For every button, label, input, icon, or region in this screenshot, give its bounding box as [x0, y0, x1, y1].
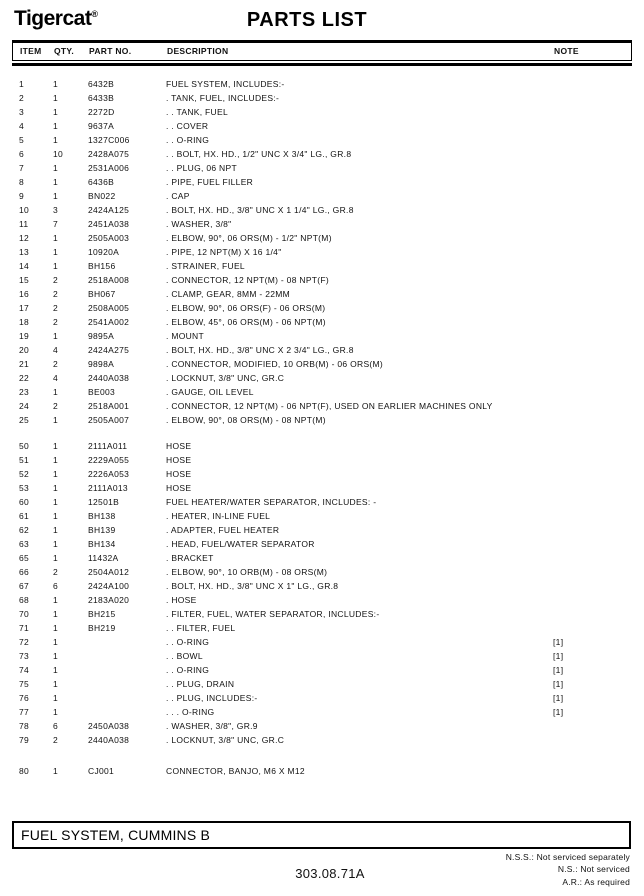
row-item: 9	[19, 191, 25, 201]
table-row-spacer	[0, 747, 644, 764]
row-qty: 4	[53, 345, 59, 355]
table-row	[0, 523, 644, 537]
row-qty: 1	[53, 553, 59, 563]
row-part-no: 2451A038	[88, 219, 130, 229]
brand-logo-text: Tigercat	[14, 7, 92, 30]
row-item: 79	[19, 735, 30, 745]
row-item: 16	[19, 289, 30, 299]
table-row	[0, 467, 644, 481]
row-item: 77	[19, 707, 30, 717]
row-description: . LOCKNUT, 3/8" UNC, GR.C	[166, 373, 285, 383]
row-part-no: 2450A038	[88, 721, 130, 731]
row-description: . LOCKNUT, 3/8" UNC, GR.C	[166, 735, 285, 745]
table-row	[0, 245, 644, 259]
page-title: PARTS LIST	[246, 9, 368, 31]
row-item: 6	[19, 149, 25, 159]
column-header-item: ITEM	[20, 46, 42, 56]
row-qty: 1	[53, 665, 59, 675]
table-row	[0, 579, 644, 593]
table-row	[0, 175, 644, 189]
row-qty: 6	[53, 581, 59, 591]
row-description: HOSE	[166, 441, 192, 451]
column-header-part-no: PART NO.	[89, 46, 132, 56]
table-row	[0, 719, 644, 733]
row-qty: 2	[53, 567, 59, 577]
row-description: . . COVER	[166, 121, 209, 131]
row-item: 66	[19, 567, 30, 577]
row-part-no: 2229A055	[88, 455, 130, 465]
row-part-no: 2518A008	[88, 275, 130, 285]
row-description: . CONNECTOR, MODIFIED, 10 ORB(M) - 06 ORS(M)	[166, 359, 384, 369]
row-qty: 2	[53, 735, 59, 745]
row-description: . BOLT, HX. HD., 3/8" UNC X 2 3/4" LG., GR.8	[166, 345, 354, 355]
table-row	[0, 133, 644, 147]
row-qty: 1	[53, 469, 59, 479]
table-row	[0, 649, 644, 663]
row-qty: 1	[53, 707, 59, 717]
row-description: . MOUNT	[166, 331, 204, 341]
row-part-no: 12501B	[88, 497, 120, 507]
row-item: 73	[19, 651, 30, 661]
row-part-no: 2504A012	[88, 567, 130, 577]
section-title: FUEL SYSTEM, CUMMINS B	[21, 827, 211, 843]
table-row	[0, 551, 644, 565]
table-row	[0, 231, 644, 245]
row-item: 72	[19, 637, 30, 647]
row-description: . . O-RING	[166, 135, 210, 145]
row-description: . . PLUG, 06 NPT	[166, 163, 237, 173]
table-row	[0, 189, 644, 203]
table-row	[0, 91, 644, 105]
row-qty: 1	[53, 233, 59, 243]
row-qty: 1	[53, 511, 59, 521]
row-part-no: BH215	[88, 609, 116, 619]
row-description: . PIPE, FUEL FILLER	[166, 177, 254, 187]
row-description: . CLAMP, GEAR, 8MM - 22MM	[166, 289, 291, 299]
row-description: . FILTER, FUEL, WATER SEPARATOR, INCLUDES:-	[166, 609, 380, 619]
column-header-qty: QTY.	[54, 46, 75, 56]
table-row	[0, 495, 644, 509]
table-row	[0, 733, 644, 747]
row-description: . ELBOW, 90°, 06 ORS(F) - 06 ORS(M)	[166, 303, 326, 313]
row-item: 23	[19, 387, 30, 397]
table-row	[0, 439, 644, 453]
table-row	[0, 635, 644, 649]
table-row	[0, 301, 644, 315]
row-qty: 1	[53, 93, 59, 103]
row-qty: 1	[53, 637, 59, 647]
table-row	[0, 565, 644, 579]
table-row	[0, 343, 644, 357]
row-item: 60	[19, 497, 30, 507]
row-description: . ELBOW, 90°, 10 ORB(M) - 08 ORS(M)	[166, 567, 328, 577]
table-row	[0, 607, 644, 621]
row-item: 75	[19, 679, 30, 689]
row-qty: 1	[53, 79, 59, 89]
table-row	[0, 119, 644, 133]
registered-trademark-symbol: ®	[91, 9, 98, 19]
table-row	[0, 161, 644, 175]
row-note: [1]	[553, 665, 564, 675]
row-qty: 2	[53, 359, 59, 369]
table-row	[0, 691, 644, 705]
table-row	[0, 413, 644, 427]
row-description: . . PLUG, INCLUDES:-	[166, 693, 258, 703]
row-item: 21	[19, 359, 30, 369]
row-qty: 1	[53, 595, 59, 605]
row-item: 25	[19, 415, 30, 425]
row-part-no: BH156	[88, 261, 116, 271]
row-item: 5	[19, 135, 25, 145]
row-qty: 10	[53, 149, 64, 159]
row-description: HOSE	[166, 455, 192, 465]
row-description: . ELBOW, 90°, 06 ORS(M) - 1/2" NPT(M)	[166, 233, 332, 243]
row-item: 8	[19, 177, 25, 187]
row-item: 78	[19, 721, 30, 731]
row-description: FUEL SYSTEM, INCLUDES:-	[166, 79, 285, 89]
row-part-no: BH219	[88, 623, 116, 633]
table-row	[0, 371, 644, 385]
row-part-no: 6436B	[88, 177, 115, 187]
row-note: [1]	[553, 693, 564, 703]
row-part-no: 2111A011	[88, 441, 128, 451]
row-qty: 1	[53, 107, 59, 117]
row-qty: 1	[53, 261, 59, 271]
row-item: 65	[19, 553, 30, 563]
row-item: 14	[19, 261, 30, 271]
row-qty: 1	[53, 525, 59, 535]
row-description: . . FILTER, FUEL	[166, 623, 236, 633]
table-row	[0, 399, 644, 413]
row-qty: 1	[53, 455, 59, 465]
table-row	[0, 537, 644, 551]
table-row	[0, 273, 644, 287]
table-row	[0, 315, 644, 329]
row-item: 74	[19, 665, 30, 675]
row-part-no: 9637A	[88, 121, 115, 131]
row-item: 18	[19, 317, 30, 327]
row-part-no: BH134	[88, 539, 116, 549]
row-qty: 1	[53, 609, 59, 619]
table-row	[0, 105, 644, 119]
row-description: FUEL HEATER/WATER SEPARATOR, INCLUDES: -	[166, 497, 377, 507]
row-part-no: 10920A	[88, 247, 120, 257]
row-qty: 3	[53, 205, 59, 215]
row-item: 1	[19, 79, 25, 89]
row-description: . ELBOW, 45°, 06 ORS(M) - 06 NPT(M)	[166, 317, 326, 327]
row-note: [1]	[553, 637, 564, 647]
row-part-no: 2518A001	[88, 401, 130, 411]
row-part-no: 2541A002	[88, 317, 130, 327]
row-part-no: 2508A005	[88, 303, 130, 313]
table-body	[0, 77, 644, 778]
table-row	[0, 509, 644, 523]
row-part-no: 6432B	[88, 79, 115, 89]
row-item: 62	[19, 525, 30, 535]
row-description: . HOSE	[166, 595, 197, 605]
row-item: 11	[19, 219, 29, 229]
table-row	[0, 357, 644, 371]
row-item: 17	[19, 303, 30, 313]
row-part-no: 6433B	[88, 93, 115, 103]
row-qty: 2	[53, 275, 59, 285]
row-description: . BOLT, HX. HD., 3/8" UNC X 1 1/4" LG., GR.8	[166, 205, 354, 215]
row-item: 13	[19, 247, 30, 257]
row-description: . CONNECTOR, 12 NPT(M) - 06 NPT(F), USED ON EARLIER MACHINES ONLY	[166, 401, 493, 411]
row-item: 20	[19, 345, 30, 355]
row-description: HOSE	[166, 469, 192, 479]
row-part-no: 2531A006	[88, 163, 130, 173]
row-part-no: BE003	[88, 387, 116, 397]
table-row	[0, 453, 644, 467]
row-item: 68	[19, 595, 30, 605]
row-item: 71	[19, 623, 30, 633]
row-qty: 1	[53, 415, 59, 425]
row-item: 61	[19, 511, 30, 521]
table-row	[0, 77, 644, 91]
row-qty: 1	[53, 135, 59, 145]
page-number: 303.08.71A	[295, 866, 365, 881]
row-qty: 1	[53, 387, 59, 397]
row-part-no: 2111A013	[88, 483, 128, 493]
table-row	[0, 385, 644, 399]
row-part-no: 9895A	[88, 331, 115, 341]
table-row	[0, 677, 644, 691]
table-row	[0, 705, 644, 719]
row-qty: 1	[53, 766, 59, 776]
row-qty: 1	[53, 623, 59, 633]
row-item: 15	[19, 275, 30, 285]
row-description: . STRAINER, FUEL	[166, 261, 245, 271]
row-item: 19	[19, 331, 30, 341]
row-qty: 2	[53, 303, 59, 313]
row-description: . BRACKET	[166, 553, 214, 563]
table-header-row	[12, 43, 632, 60]
row-part-no: 9898A	[88, 359, 115, 369]
row-description: . TANK, FUEL, INCLUDES:-	[166, 93, 280, 103]
row-item: 22	[19, 373, 30, 383]
row-qty: 1	[53, 693, 59, 703]
table-row	[0, 481, 644, 495]
row-part-no: 2440A038	[88, 735, 130, 745]
row-part-no: 1327C006	[88, 135, 130, 145]
row-item: 52	[19, 469, 30, 479]
row-item: 70	[19, 609, 30, 619]
row-part-no: 2183A020	[88, 595, 130, 605]
table-row	[0, 203, 644, 217]
table-row	[0, 217, 644, 231]
table-header-bottom-rule	[12, 63, 632, 66]
row-part-no: 2424A100	[88, 581, 130, 591]
column-header-note: NOTE	[554, 46, 579, 56]
row-description: . CONNECTOR, 12 NPT(M) - 08 NPT(F)	[166, 275, 330, 285]
section-title-box	[12, 821, 631, 849]
row-description: . WASHER, 3/8"	[166, 219, 232, 229]
row-description: . . BOWL	[166, 651, 203, 661]
row-item: 51	[19, 455, 30, 465]
row-qty: 2	[53, 401, 59, 411]
row-item: 63	[19, 539, 30, 549]
table-row	[0, 764, 644, 778]
legend-line: N.S.: Not serviced	[557, 864, 630, 875]
row-item: 10	[19, 205, 30, 215]
row-qty: 2	[53, 317, 59, 327]
legend-line: N.S.S.: Not serviced separately	[505, 852, 630, 862]
row-item: 67	[19, 581, 30, 591]
row-description: . . . O-RING	[166, 707, 215, 717]
column-header-description: DESCRIPTION	[167, 46, 229, 56]
table-row	[0, 663, 644, 677]
row-item: 80	[19, 766, 30, 776]
table-row	[0, 287, 644, 301]
row-item: 76	[19, 693, 30, 703]
row-qty: 1	[53, 483, 59, 493]
row-qty: 2	[53, 289, 59, 299]
table-row	[0, 621, 644, 635]
row-qty: 1	[53, 247, 59, 257]
row-part-no: BH139	[88, 525, 116, 535]
row-part-no: 2440A038	[88, 373, 130, 383]
row-part-no: BH138	[88, 511, 116, 521]
row-note: [1]	[553, 707, 564, 717]
table-header-separator-rule	[12, 60, 632, 61]
row-part-no: 2428A075	[88, 149, 130, 159]
table-row	[0, 259, 644, 273]
row-note: [1]	[553, 651, 564, 661]
row-qty: 1	[53, 679, 59, 689]
table-row	[0, 147, 644, 161]
row-qty: 1	[53, 539, 59, 549]
row-part-no: 11432A	[88, 553, 119, 563]
row-description: . ELBOW, 90°, 08 ORS(M) - 08 NPT(M)	[166, 415, 326, 425]
row-part-no: BN022	[88, 191, 116, 201]
row-description: CONNECTOR, BANJO, M6 X M12	[166, 766, 305, 776]
row-part-no: 2272D	[88, 107, 115, 117]
row-qty: 1	[53, 331, 59, 341]
row-part-no: 2424A275	[88, 345, 130, 355]
row-description: . PIPE, 12 NPT(M) X 16 1/4"	[166, 247, 282, 257]
row-qty: 1	[53, 177, 59, 187]
row-description: . CAP	[166, 191, 190, 201]
row-part-no: CJ001	[88, 766, 115, 776]
row-qty: 1	[53, 163, 59, 173]
row-part-no: 2226A053	[88, 469, 130, 479]
row-qty: 4	[53, 373, 59, 383]
row-description: . HEAD, FUEL/WATER SEPARATOR	[166, 539, 315, 549]
row-item: 50	[19, 441, 30, 451]
row-part-no: 2505A007	[88, 415, 130, 425]
table-row-spacer	[0, 427, 644, 439]
row-item: 12	[19, 233, 30, 243]
row-item: 24	[19, 401, 30, 411]
row-description: . WASHER, 3/8", GR.9	[166, 721, 258, 731]
row-qty: 7	[53, 219, 59, 229]
row-item: 53	[19, 483, 30, 493]
row-description: . . PLUG, DRAIN	[166, 679, 235, 689]
row-note: [1]	[553, 679, 564, 689]
row-description: . GAUGE, OIL LEVEL	[166, 387, 254, 397]
abbreviation-legend	[314, 851, 630, 888]
row-description: . ADAPTER, FUEL HEATER	[166, 525, 280, 535]
table-row	[0, 593, 644, 607]
row-item: 3	[19, 107, 25, 117]
row-qty: 1	[53, 121, 59, 131]
row-description: . BOLT, HX. HD., 3/8" UNC X 1" LG., GR.8	[166, 581, 339, 591]
row-description: HOSE	[166, 483, 192, 493]
row-qty: 1	[53, 497, 59, 507]
row-description: . . O-RING	[166, 665, 210, 675]
row-part-no: 2424A125	[88, 205, 130, 215]
row-description: . HEATER, IN-LINE FUEL	[166, 511, 271, 521]
row-qty: 1	[53, 651, 59, 661]
row-qty: 6	[53, 721, 59, 731]
row-qty: 1	[53, 441, 59, 451]
row-description: . . TANK, FUEL	[166, 107, 228, 117]
row-item: 4	[19, 121, 25, 131]
legend-line: A.R.: As required	[562, 876, 630, 887]
row-item: 2	[19, 93, 25, 103]
row-item: 7	[19, 163, 25, 173]
row-description: . . BOLT, HX. HD., 1/2" UNC X 3/4" LG., GR.8	[166, 149, 352, 159]
table-row	[0, 329, 644, 343]
row-description: . . O-RING	[166, 637, 210, 647]
row-part-no: 2505A003	[88, 233, 130, 243]
row-qty: 1	[53, 191, 59, 201]
row-part-no: BH067	[88, 289, 116, 299]
